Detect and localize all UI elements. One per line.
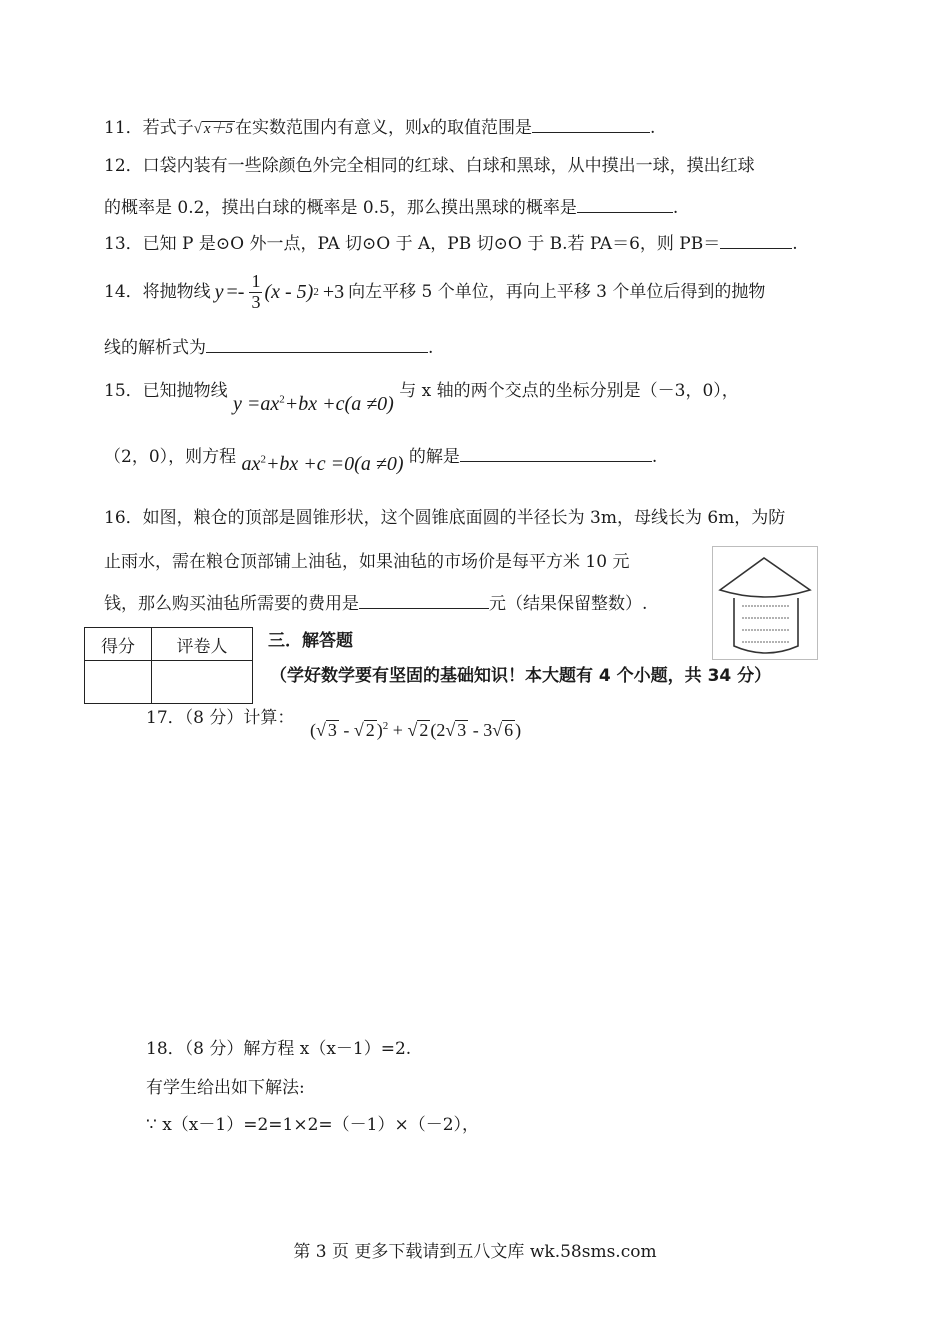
q14-prefix: 14．将抛物线 <box>104 281 211 302</box>
q14-eq: =- <box>226 281 245 304</box>
q11-sqrt-expression: √ x＋5 <box>193 121 234 137</box>
q15-eq2-exp: 2 <box>260 453 266 466</box>
q12-period: . <box>672 198 679 218</box>
section-3-subtitle: （学好数学要有坚固的基础知识！本大题有 4 个小题，共 34 分） <box>270 666 772 686</box>
q17-sqrt-2: √ 2 <box>353 720 375 740</box>
q16-answer-blank[interactable] <box>359 607 489 609</box>
q15-eq2-right: +bx +c =0(a ≠0) <box>265 453 404 475</box>
q17-inner-open: (2 <box>430 720 446 740</box>
q15-prefix: 15．已知抛物线 <box>104 381 228 401</box>
grader-header: 评卷人 <box>152 628 253 661</box>
q15-eq-left: y =ax <box>233 393 280 415</box>
q11-middle: 在实数范围内有意义，则 <box>235 118 423 138</box>
q14-suffix: 向左平移 5 个单位，再向上平移 3 个单位后得到的抛物 <box>348 281 766 302</box>
q17-open: ( <box>310 720 316 740</box>
q15-suffix: 与 x 轴的两个交点的坐标分别是（－3，0）， <box>399 381 739 401</box>
q16-line-3-suffix: 元（结果保留整数）. <box>489 594 648 614</box>
q15-parabola-equation <box>233 393 394 415</box>
q17-close: ) <box>376 720 383 740</box>
q13-answer-blank[interactable] <box>720 247 792 249</box>
q17-expression <box>310 720 521 739</box>
q11-answer-blank[interactable] <box>532 131 650 133</box>
q14-fraction <box>249 272 262 313</box>
q14-answer-blank[interactable] <box>206 351 428 353</box>
q17-minus: - <box>338 720 354 740</box>
q12-line-2 <box>104 200 678 217</box>
q15-line-2 <box>104 446 658 475</box>
q11-suffix: 的取值范围是 <box>430 118 533 138</box>
q15-answer-blank[interactable] <box>460 460 652 462</box>
q11-variable: x <box>422 117 431 137</box>
q18-line-2: 有学生给出如下解法: <box>146 1078 305 1098</box>
q15-line-2-suffix: 的解是 <box>408 447 460 467</box>
q14-plus3: +3 <box>322 281 345 304</box>
q18-line-1: 18．（8 分）解方程 x（x－1）=2. <box>146 1039 412 1059</box>
q16-line-2: 止雨水，需在粮仓顶部铺上油毡，如果油毡的市场价是每平方米 10 元 <box>104 552 630 572</box>
q14-line-2-text: 线的解析式为 <box>104 338 206 358</box>
q17-plus: + <box>388 720 408 740</box>
q14-paren: (x - 5) <box>264 281 314 304</box>
q11-line <box>104 118 655 137</box>
q14-exponent: 2 <box>313 285 319 298</box>
score-header: 得分 <box>85 628 152 661</box>
q17-minus-3: - 3 <box>468 720 493 740</box>
q12-line-1: 12．口袋内装有一些除颜色外完全相同的红球、白球和黑球，从中摸出一球，摸出红球 <box>104 156 755 176</box>
q17-sqrt-2b: √ 2 <box>407 720 429 740</box>
q14-frac-num: 1 <box>251 271 261 291</box>
q14-line-1 <box>104 272 765 313</box>
score-table <box>84 627 253 704</box>
q12-answer-blank[interactable] <box>577 211 673 213</box>
q14-formula <box>215 272 344 313</box>
q14-period: . <box>428 338 434 358</box>
section-3-title: 三．解答题 <box>268 631 353 651</box>
q18-line-3: ∵ x（x－1）=2=1×2=（－1）×（－2）， <box>146 1115 480 1135</box>
q16-line-3 <box>104 596 647 613</box>
q15-eq-right: +bx +c(a ≠0) <box>284 393 394 415</box>
q17-inner-close: ) <box>515 720 522 740</box>
q11-prefix: 11．若式子 <box>104 118 194 138</box>
q14-line-2 <box>104 340 433 357</box>
granary-figure <box>712 546 818 660</box>
q17-label: 17．（8 分）计算： <box>146 708 295 728</box>
q13-line <box>104 236 798 253</box>
score-cell[interactable] <box>85 661 152 704</box>
q17-sqrt-3: √ 3 <box>316 720 337 740</box>
grader-cell[interactable] <box>152 661 253 704</box>
q17-sqrt-3b: √ 3 <box>445 720 467 740</box>
q17-exponent: 2 <box>382 720 389 732</box>
q15-period: . <box>651 447 658 467</box>
q17-sqrt-6: √ 6 <box>492 720 514 740</box>
q16-line-3-prefix: 钱，那么购买油毡所需要的费用是 <box>104 594 359 614</box>
q14-y: y <box>214 281 224 304</box>
q12-line-2-text: 的概率是 0.2，摸出白球的概率是 0.5，那么摸出黑球的概率是 <box>104 198 577 218</box>
q11-period: . <box>650 118 656 138</box>
q15-eq2-left: ax <box>241 453 261 475</box>
page-footer: 第 3 页 更多下载请到五八文库 wk.58sms.com <box>293 1242 657 1262</box>
q13-text: 13．已知 P 是⊙O 外一点，PA 切⊙O 于 A，PB 切⊙O 于 B.若 PA＝6，则 PB＝ <box>104 234 721 254</box>
q15-quadratic-equation <box>242 453 404 475</box>
q15-line-2-prefix: （2，0），则方程 <box>104 447 237 467</box>
q14-frac-den: 3 <box>251 291 261 312</box>
q16-line-1: 16．如图，粮仓的顶部是圆锥形状，这个圆锥底面圆的半径长为 3m，母线长为 6m，为防 <box>104 508 786 528</box>
q13-period: . <box>792 234 798 254</box>
q15-eq-exp: 2 <box>279 393 285 406</box>
